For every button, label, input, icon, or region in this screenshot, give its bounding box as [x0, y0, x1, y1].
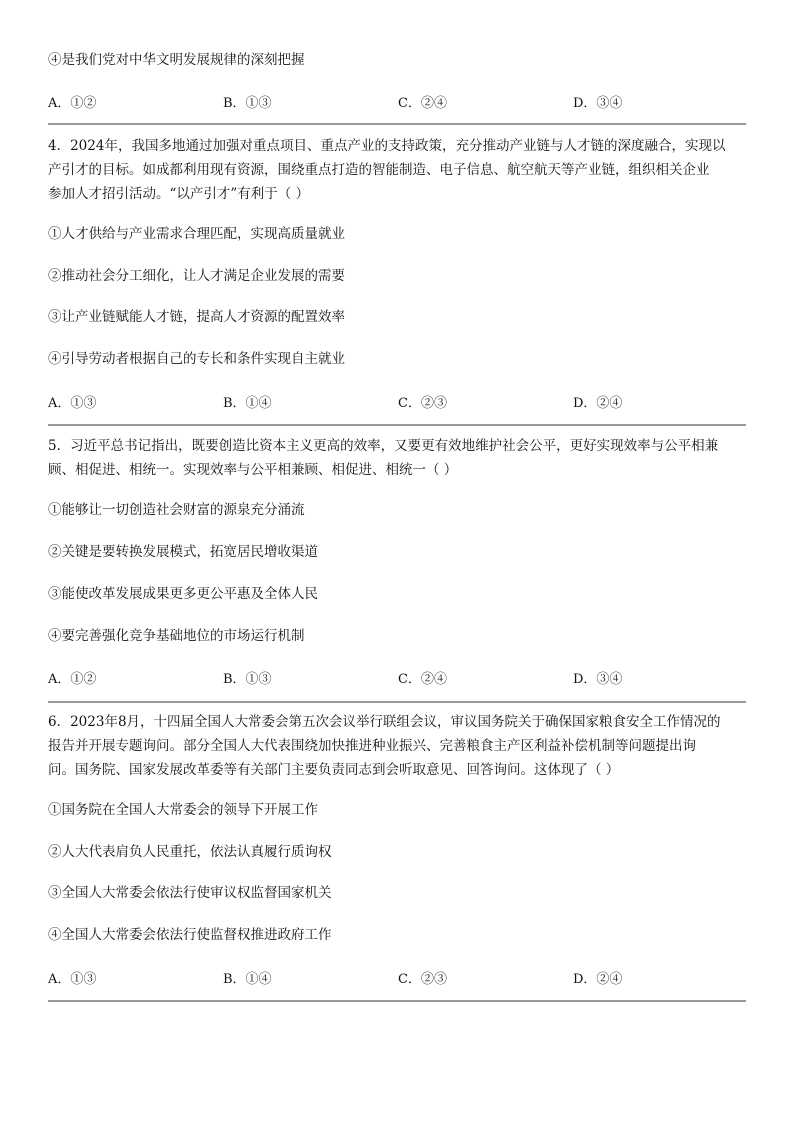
q5-option-d[interactable]: D．③④	[573, 672, 623, 687]
q5-option-b[interactable]: B．①③	[223, 672, 272, 687]
q5-divider	[48, 701, 746, 703]
q3-options	[48, 92, 746, 110]
q4-divider	[48, 424, 746, 426]
q5-option-a[interactable]: A．①②	[48, 672, 97, 687]
q4-stem-line-2: 产引才的目标。如成都利用现有资源，围绕重点打造的智能制造、电子信息、航空航天等产业链，组织相关企业	[48, 162, 710, 178]
q3-option-d[interactable]: D．③④	[573, 96, 623, 111]
q3-option-b[interactable]: B．①③	[223, 96, 272, 111]
q4-option-a[interactable]: A．①③	[48, 396, 97, 411]
q6-statement-2: ②人大代表肩负人民重托，依法认真履行质询权	[48, 844, 332, 860]
q6-options	[48, 968, 746, 986]
q5-options	[48, 668, 746, 686]
q5-statement-3: ③能使改革发展成果更多更公平惠及全体人民	[48, 586, 318, 602]
q6-divider	[48, 1000, 746, 1002]
q5-statement-1: ①能够让一切创造社会财富的源泉充分涌流	[48, 502, 305, 518]
q4-option-b[interactable]: B．①④	[223, 396, 272, 411]
q6-stem-line-2: 报告并开展专题询问。部分全国人大代表围绕加快推进种业振兴、完善粮食主产区利益补偿机制等问题提出询	[48, 738, 696, 754]
q3-option-c[interactable]: C．②④	[398, 96, 447, 111]
q6-option-b[interactable]: B．①④	[223, 972, 272, 987]
q6-option-c[interactable]: C．②③	[398, 972, 447, 987]
q5-stem	[48, 434, 746, 482]
q4-option-c[interactable]: C．②③	[398, 396, 447, 411]
q4-statement-2: ②推动社会分工细化，让人才满足企业发展的需要	[48, 268, 345, 284]
q4-stem	[48, 134, 746, 206]
q6-statement-3: ③全国人大常委会依法行使审议权监督国家机关	[48, 885, 332, 901]
q6-stem-line-3: 问。国务院、国家发展改革委等有关部门主要负责同志到会听取意见、回答询问。这体现了（ ）	[48, 762, 620, 778]
q3-statement-4: ④是我们党对中华文明发展规律的深刻把握	[48, 52, 305, 68]
q5-stem-line-2: 顾、相促进、相统一。实现效率与公平相兼顾、相促进、相统一（ ）	[48, 462, 458, 478]
q5-stem-line-1: 5．习近平总书记指出，既要创造比资本主义更高的效率，又要更有效地维护社会公平，更好实现效率与公平相兼	[48, 438, 719, 454]
q4-stem-line-1: 4．2024年，我国多地通过加强对重点项目、重点产业的支持政策，充分推动产业链与人才链的深度融合，实现以	[48, 138, 726, 154]
q6-stem	[48, 710, 746, 782]
q6-statement-4: ④全国人大常委会依法行使监督权推进政府工作	[48, 927, 332, 943]
q3-option-a[interactable]: A．①②	[48, 96, 97, 111]
q4-statement-4: ④引导劳动者根据自己的专长和条件实现自主就业	[48, 351, 345, 367]
q6-option-a[interactable]: A．①③	[48, 972, 97, 987]
q3-divider	[48, 123, 746, 125]
q5-statement-2: ②关键是要转换发展模式，拓宽居民增收渠道	[48, 544, 318, 560]
q6-stem-line-1: 6．2023年8月，十四届全国人大常委会第五次会议举行联组会议，审议国务院关于确保国家粮食安全工作情况的	[48, 714, 721, 730]
q4-options	[48, 392, 746, 410]
q4-statement-1: ①人才供给与产业需求合理匹配，实现高质量就业	[48, 226, 345, 242]
q4-stem-line-3: 参加人才招引活动。“以产引才”有利于（ ）	[48, 186, 310, 202]
q6-option-d[interactable]: D．②④	[573, 972, 623, 987]
q4-statement-3: ③让产业链赋能人才链，提高人才资源的配置效率	[48, 309, 345, 325]
q4-option-d[interactable]: D．②④	[573, 396, 623, 411]
q6-statement-1: ①国务院在全国人大常委会的领导下开展工作	[48, 802, 318, 818]
q5-option-c[interactable]: C．②④	[398, 672, 447, 687]
q5-statement-4: ④要完善强化竞争基础地位的市场运行机制	[48, 628, 305, 644]
